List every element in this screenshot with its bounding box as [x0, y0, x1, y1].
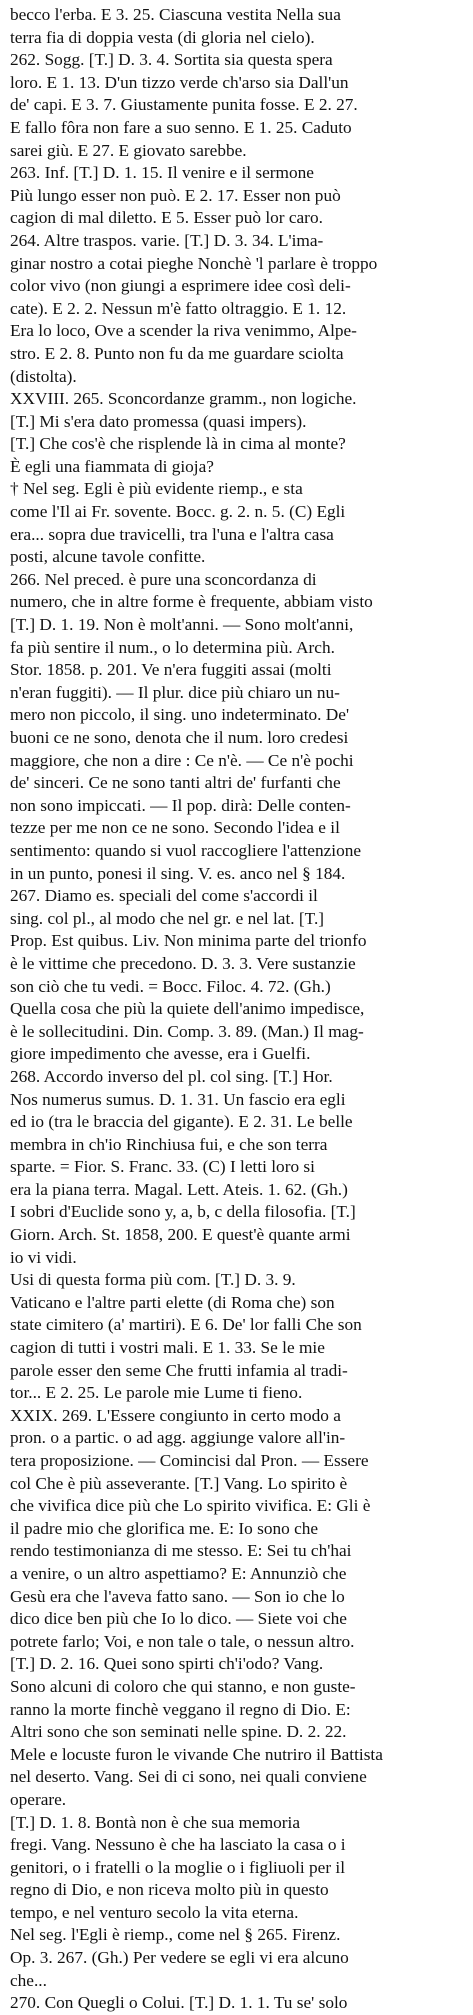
text-line: cate). E 2. 2. Nessun m'è fatto oltraggio. E 1. 12. [10, 298, 347, 318]
text-line: [T.] Che cos'è che risplende là in cima al monte? [10, 434, 346, 454]
text-line: 266. Nel preced. è pure una sconcordanza di [10, 569, 317, 589]
text-line: Prop. Est quibus. Liv. Non minima parte del trionfo [10, 931, 367, 951]
text-line: membra in ch'io Rinchiusa fui, e che son terra [10, 1134, 328, 1154]
text-line: Sono alcuni di coloro che qui stanno, e non guste- [10, 1676, 356, 1696]
text-line: 268. Accordo inverso del pl. col sing. [T.] Hor. [10, 1066, 333, 1086]
text-line: è le vittime che precedono. D. 3. 3. Vere sustanzie [10, 953, 356, 973]
text-line: giore impedimento che avesse, era i Guelfi. [10, 1044, 311, 1064]
text-line: 263. Inf. [T.] D. 1. 15. Il venire e il sermone [10, 163, 314, 183]
text-line: come l'Il ai Fr. sovente. Bocc. g. 2. n. 5. (C) Egli [10, 502, 346, 522]
text-line: 267. Diamo es. speciali del come s'accordi il [10, 886, 318, 906]
text-line: tempo, e nel venturo secolo la vita eterna. [10, 1902, 299, 1922]
text-line: cagion di tutti i vostri mali. E 1. 33. Se le mie [10, 1338, 325, 1358]
text-line: col Che è più asseverante. [T.] Vang. Lo spirito è [10, 1473, 348, 1493]
text-line: parole esser den seme Che frutti infamia al tradi- [10, 1360, 348, 1380]
text-line: Gesù era che l'aveva fatto sano. — Son io che lo [10, 1586, 345, 1606]
text-line: Usi di questa forma più com. [T.] D. 3. 9. [10, 1270, 296, 1290]
text-line: dico dice ben più che Io lo dico. — Siete voi che [10, 1609, 347, 1629]
text-line: regno di Dio, e non riceva molto più in questo [10, 1880, 329, 1900]
text-line: state cimitero (a' martiri). E 6. De' lor falli Che son [10, 1315, 362, 1335]
text-line: non sono impiccati. — Il pop. dirà: Delle conten- [10, 795, 351, 815]
text-line: de' sinceri. Ce ne sono tanti altri de' furfanti che [10, 773, 341, 793]
text-line: [T.] D. 1. 8. Bontà non è che sua memoria [10, 1812, 301, 1832]
text-line: È egli una fiammata di gioja? [10, 456, 214, 476]
text-line: Giorn. Arch. St. 1858, 200. E quest'è quante armi [10, 1225, 351, 1245]
text-line: nel deserto. Vang. Sei di ci sono, nei quali conviene [10, 1767, 367, 1787]
text-line: in un punto, ponesi il sing. V. es. anco nel § 184. [10, 863, 346, 883]
text-line: genitori, o i fratelli o la moglie o i figliuoli per il [10, 1857, 345, 1877]
text-line: buoni ce ne sono, denota che il num. loro credesi [10, 728, 349, 747]
text-line: tezze per me non ce ne sono. Secondo l'idea e il [10, 818, 340, 838]
text-line: Mele e locuste furon le vivande Che nutriro il Battista [10, 1744, 383, 1764]
text-line: che... [10, 1970, 47, 1990]
text-line: mero non piccolo, il sing. uno indeterminato. De' [10, 705, 350, 725]
text-line: [T.] D. 2. 16. Quei sono spirti ch'i'odo? Vang. [10, 1654, 324, 1674]
text-line: io vi vidi. [10, 1247, 77, 1267]
text-line: potrete farlo; Voi, e non tale o tale, o nessun altro. [10, 1631, 355, 1651]
text-line: (distolta). [10, 366, 77, 386]
text-line: fregi. Vang. Nessuno è che ha lasciato la casa o i [10, 1835, 346, 1855]
text-line: Vaticano e l'altre parti elette (di Roma che) son [10, 1292, 335, 1312]
text-line: il padre mio che glorifica me. E: Io sono che [10, 1518, 319, 1538]
text-line: stro. E 2. 8. Punto non fu da me guardare sciolta [10, 343, 344, 363]
text-line: rendo testimonianza di me stesso. E: Sei tu ch'hai [10, 1541, 352, 1561]
text-line: de' capi. E 3. 7. Giustamente punita fosse. E 2. 27. [10, 95, 358, 115]
text-line: color vivo (non giungi a esprimere idee così deli- [10, 276, 351, 296]
text-line: 262. Sogg. [T.] D. 3. 4. Sortita sia questa spera [10, 50, 333, 70]
text-line: Quella cosa che più la quiete dell'animo impedisce, [10, 999, 365, 1019]
text-line: Era lo loco, Ove a scender la riva venimmo, Alpe- [10, 321, 357, 341]
text-line: sentimento: quando si vuol raccogliere l'attenzione [10, 840, 362, 860]
text-line: n'eran fuggiti). — Il plur. dice più chiaro un nu- [10, 682, 340, 702]
text-line: è le sollecitudini. Din. Comp. 3. 89. (Man.) Il mag- [10, 1021, 364, 1041]
text-line: ginar nostro a cotai pieghe Nonchè 'l parlare è troppo [10, 253, 378, 273]
text-line: becco l'erba. E 3. 25. Ciascuna vestita Nella sua [10, 5, 341, 24]
text-line: numero, che in altre forme è frequente, abbiam visto [10, 592, 373, 612]
text-line: [T.] D. 1. 19. Non è molt'anni. — Sono molt'anni, [10, 615, 354, 635]
text-line: Più lungo esser non può. E 2. 17. Esser non può [10, 185, 341, 205]
text-line: pron. o a partic. o ad agg. aggiunge valore all'in- [10, 1428, 346, 1448]
text-line: loro. E 1. 13. D'un tizzo verde ch'arso sia Dall'un [10, 72, 349, 92]
text-line: che vivifica dice più che Lo spirito vivifica. E: Gli è [10, 1496, 371, 1516]
text-line: operare. [10, 1789, 67, 1809]
text-line: tor... E 2. 25. Le parole mie Lume ti fieno. [10, 1383, 303, 1403]
text-line: E fallo fôra non fare a suo senno. E 1. 25. Caduto [10, 117, 352, 137]
text-line: a venire, o un altro aspettiamo? E: Annunziò che [10, 1563, 347, 1583]
text-line: Nos numerus sumus. D. 1. 31. Un fascio era egli [10, 1089, 346, 1109]
text-line: cagion di mal diletto. E 5. Esser può lor caro. [10, 208, 323, 228]
text-line: sarei giù. E 27. E giovato sarebbe. [10, 140, 247, 160]
text-line: posti, alcune tavole confitte. [10, 547, 206, 567]
text-line: XXIX. 269. L'Essere congiunto in certo modo a [10, 1405, 341, 1425]
text-line: 270. Con Quegli o Colui. [T.] D. 1. 1. Tu se' solo [10, 1993, 348, 2013]
text-line: ed io (tra le braccia del gigante). E 2. 31. Le belle [10, 1112, 353, 1132]
text-line: † Nel seg. Egli è più evidente riemp., e sta [10, 479, 303, 499]
text-line: Op. 3. 267. (Gh.) Per vedere se egli vi era alcuno [10, 1948, 349, 1968]
text-line: maggiore, che non a dire : Ce n'è. — Ce n'è pochi [10, 750, 354, 770]
text-line: [T.] Mi s'era dato promessa (quasi impers). [10, 411, 307, 431]
text-line: era... sopra due travicelli, tra l'una e l'altra casa [10, 524, 334, 544]
text-line: ranno la morte finchè veggano il regno di Dio. E: [10, 1699, 351, 1719]
text-line: tera proposizione. — Comincisi dal Pron. — Essere [10, 1451, 369, 1470]
text-line: terra fia di doppia vesta (di gloria nel cielo). [10, 27, 315, 47]
text-line: I sobri d'Euclide sono y, a, b, c della filosofia. [T.] [10, 1202, 356, 1222]
text-line: Altri sono che son seminati nelle spine. D. 2. 22. [10, 1722, 347, 1742]
text-line: era la piana terra. Magal. Lett. Ateis. 1. 62. (Gh.) [10, 1179, 348, 1199]
text-line: sparte. = Fior. S. Franc. 33. (C) I letti loro si [10, 1157, 315, 1177]
text-line: son ciò che tu vedi. = Bocc. Filoc. 4. 72. (Gh.) [10, 976, 331, 996]
text-line: 264. Altre traspos. varie. [T.] D. 3. 34. L'ima- [10, 230, 324, 250]
text-line: Nel seg. l'Egli è riemp., come nel § 265. Firenz. [10, 1925, 341, 1945]
text-line: sing. col pl., al modo che nel gr. e nel lat. [T.] [10, 908, 325, 928]
text-line: Stor. 1858. p. 201. Ve n'era fuggiti assai (molti [10, 660, 332, 680]
page-text [10, 4, 465, 2015]
text-line: fa più sentire il num., o lo determina più. Arch. [10, 637, 335, 657]
text-line: XXVIII. 265. Sconcordanze gramm., non logiche. [10, 389, 357, 409]
